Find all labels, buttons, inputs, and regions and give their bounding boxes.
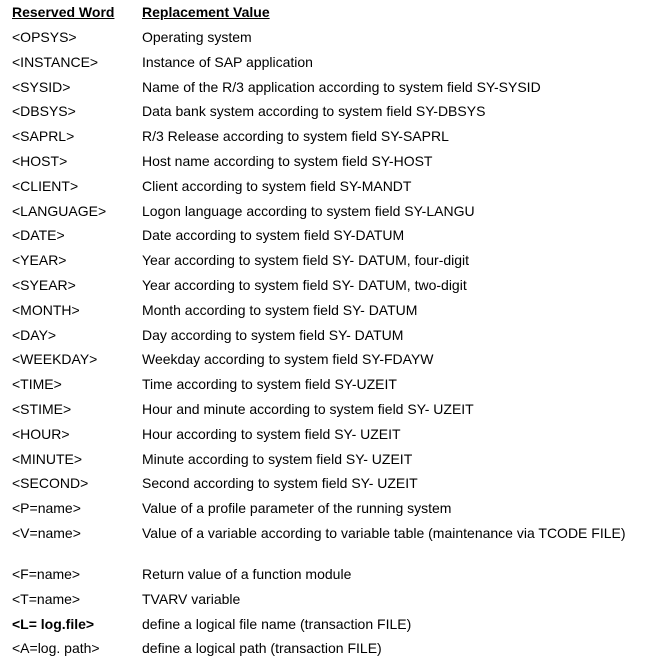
reserved-word: <SAPRL> [12,128,75,145]
table-row [0,78,640,103]
table-row [0,28,640,53]
reserved-words-table [0,4,640,664]
replacement-value: Value of a variable according to variable table (maintenance via TCODE FILE) [142,524,626,541]
reserved-word: <LANGUAGE> [12,202,107,219]
replacement-value: TVARV variable [142,590,241,607]
reserved-word: <SYEAR> [12,276,76,293]
table-row [0,474,640,499]
table-row [0,127,640,152]
reserved-word: <V=name> [12,524,81,541]
reserved-word: <A=log. path> [12,640,100,657]
table-row [0,226,640,251]
table-row [0,400,640,425]
table-row [0,565,640,590]
reserved-word: <DBSYS> [12,103,76,120]
table-row [0,639,640,664]
replacement-value: define a logical path (transaction FILE) [142,640,382,657]
replacement-value: Time according to system field SY-UZEIT [142,376,397,393]
reserved-word: <STIME> [12,400,72,417]
replacement-value: Operating system [142,29,252,45]
reserved-word: <SECOND> [12,475,89,492]
replacement-value: Value of a profile parameter of the running system [142,500,452,517]
table-row [0,375,640,400]
replacement-value: Hour according to system field SY- UZEIT [142,425,401,442]
replacement-value: Weekday according to system field SY-FDAYW [142,351,434,368]
table-row [0,615,640,640]
table-row [0,251,640,276]
table-row [0,450,640,475]
reserved-word: <OPSYS> [12,29,77,45]
replacement-value: Client according to system field SY-MANDT [142,177,412,194]
replacement-value: Data bank system according to system field SY-DBSYS [142,103,486,120]
reserved-word: <P=name> [12,500,81,517]
replacement-value: Return value of a function module [142,565,352,582]
table-row [0,102,640,127]
reserved-word: <F=name> [12,565,81,582]
reserved-word: <INSTANCE> [12,53,99,70]
reserved-word: <CLIENT> [12,177,79,194]
table-row [0,276,640,301]
header-reserved-word: Reserved Word [12,4,115,20]
reserved-word: <TIME> [12,376,62,393]
replacement-value: Name of the R/3 application according to system field SY-SYSID [142,78,541,95]
replacement-value: Second according to system field SY- UZEIT [142,475,418,492]
table-row [0,350,640,375]
table-row [0,53,640,78]
reserved-word: <T=name> [12,590,81,607]
replacement-value: Minute according to system field SY- UZEIT [142,450,413,467]
replacement-value: Day according to system field SY- DATUM [142,326,404,343]
reserved-word: <SYSID> [12,78,71,95]
table-row [0,326,640,351]
table-row [0,524,640,565]
replacement-value: Year according to system field SY- DATUM, four-digit [142,252,470,269]
replacement-value: Hour and minute according to system field SY- UZEIT [142,400,474,417]
replacement-value: Month according to system field SY- DATUM [142,301,418,318]
replacement-value: define a logical file name (transaction FILE) [142,615,412,632]
replacement-value: Year according to system field SY- DATUM, two-digit [142,276,467,293]
reserved-word: <MINUTE> [12,450,83,467]
table-row [0,590,640,615]
reserved-word: <DAY> [12,326,57,343]
replacement-value: Logon language according to system field SY-LANGU [142,202,475,219]
table-row [0,499,640,524]
table-row [0,301,640,326]
replacement-value: R/3 Release according to system field SY-SAPRL [142,128,449,145]
header-replacement-value: Replacement Value [142,4,270,20]
reserved-word: <WEEKDAY> [12,351,98,368]
table-header-row [0,4,640,28]
table-row [0,202,640,227]
table-row [0,425,640,450]
table-row [0,177,640,202]
reserved-word: <MONTH> [12,301,80,318]
replacement-value: Date according to system field SY-DATUM [142,227,405,244]
reserved-word: <YEAR> [12,252,67,269]
replacement-value: Host name according to system field SY-HOST [142,152,433,169]
table-row [0,152,640,177]
reserved-word: <L= log.file> [12,615,95,632]
replacement-value: Instance of SAP application [142,53,313,70]
reserved-word: <DATE> [12,227,65,244]
reserved-word: <HOUR> [12,425,70,442]
reserved-word: <HOST> [12,152,68,169]
